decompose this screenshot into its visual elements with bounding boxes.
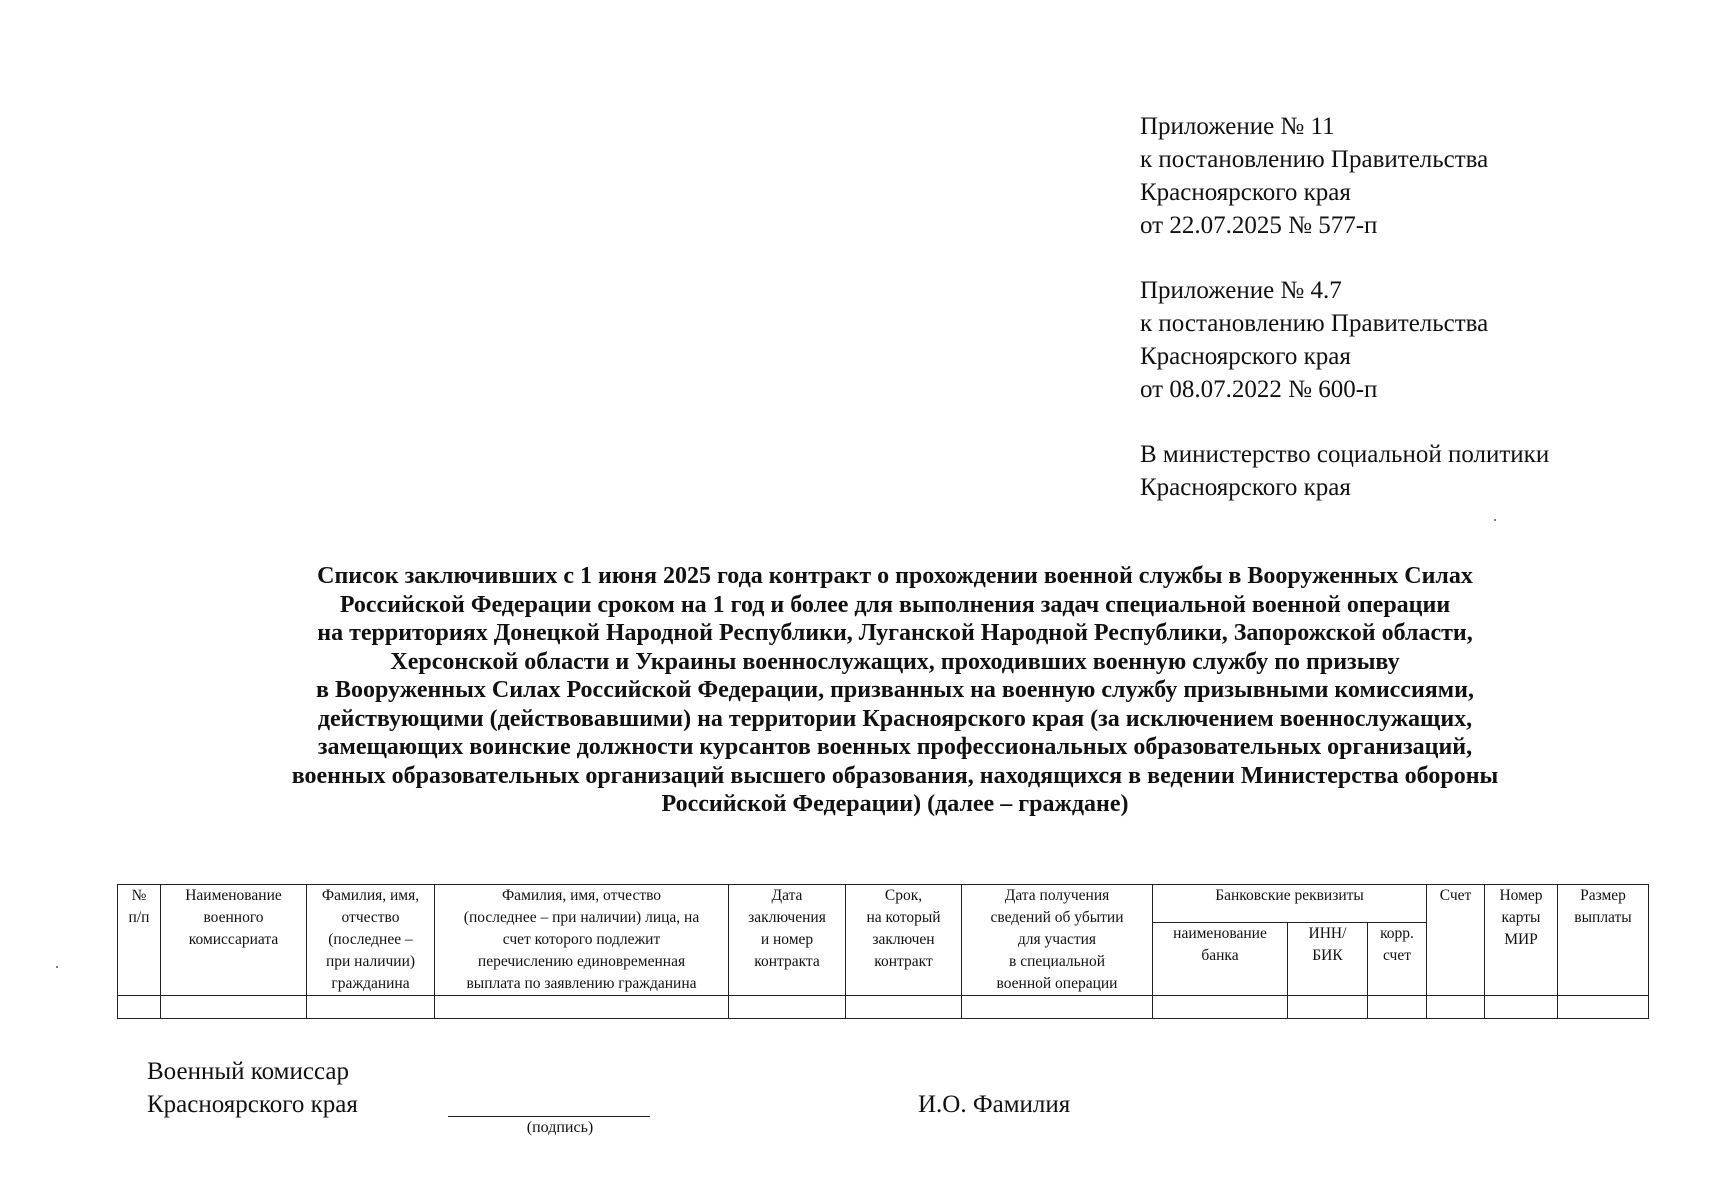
column-header-citizen-name: Фамилия, имя, отчество (последнее – при наличии) гражданина (307, 885, 435, 996)
appendix-11-line: от 22.07.2025 № 577-п (1140, 212, 1378, 239)
title-line: действующими (действовавшими) на территории Красноярского края (за исключением военнослужащих, (317, 705, 1473, 732)
table-cell (118, 996, 161, 1019)
column-header-corr-account: корр. счет (1368, 922, 1427, 995)
addressee-line: В министерство социальной политики (1140, 441, 1550, 468)
signer-position (147, 1055, 358, 1121)
table-cell (161, 996, 307, 1019)
title-line: Список заключивших с 1 июня 2025 года контракт о прохождении военной службы в Вооруженных Силах (317, 563, 1473, 589)
column-header-contract-term: Срок, на который заключен контракт (846, 885, 962, 996)
table-cell (846, 996, 962, 1019)
table-cell (729, 996, 846, 1019)
appendix-11-line: к постановлению Правительства (1140, 146, 1489, 173)
column-header-account: Счет (1427, 885, 1485, 996)
signer-name: И.О. Фамилия (918, 1091, 1071, 1118)
appendix-4-7-line: от 08.07.2022 № 600-п (1140, 376, 1378, 403)
table-cell (307, 996, 435, 1019)
table-cell (1153, 996, 1288, 1019)
column-header-mir-card: Номер карты МИР (1485, 885, 1558, 996)
appendix-4-7-line: Приложение № 4.7 (1140, 277, 1342, 304)
title-line: военных образовательных организаций высшего образования, находящихся в ведении Министерства обороны (291, 762, 1499, 789)
title-line: Российской Федерации сроком на 1 год и более для выполнения задач специальной военной операции (339, 591, 1451, 618)
document-title (150, 562, 1640, 819)
table-cell (1485, 996, 1558, 1019)
table-cell (1427, 996, 1485, 1019)
table-header-row (118, 885, 1649, 923)
column-header-info-date: Дата получения сведений об убытии для участия в специальной военной операции (962, 885, 1153, 996)
title-line: на территориях Донецкой Народной Республики, Луганской Народной Республики, Запорожской области, (317, 620, 1473, 646)
signature-line (448, 1116, 650, 1117)
addressee-block (1140, 438, 1700, 504)
title-line: Российской Федерации) (далее – граждане) (661, 791, 1129, 817)
signer-position-line: Военный комиссар (147, 1058, 349, 1085)
scan-speck (1494, 519, 1496, 521)
signature-caption: (подпись) (526, 1119, 594, 1136)
title-line: в Вооруженных Силах Российской Федерации, призванных на военную службу призывными комиссиями, (316, 677, 1474, 703)
column-header-bank-name: наименование банка (1153, 922, 1288, 995)
column-header-bank-details: Банковские реквизиты (1153, 885, 1427, 923)
signer-position-line: Красноярского края (147, 1091, 358, 1118)
title-line: Херсонской области и Украины военнослужащих, проходивших военную службу по призыву (390, 648, 1400, 675)
column-header-payee-name: Фамилия, имя, отчество (последнее – при наличии) лица, на счет которого подлежит перечислению единовременная выплата по заявлению гражданина (435, 885, 729, 996)
appendix-4-7-line: Красноярского края (1140, 343, 1351, 370)
column-header-number: № п/п (118, 885, 161, 996)
column-header-commissariat: Наименование военного комиссариата (161, 885, 307, 996)
scan-speck (56, 966, 58, 968)
appendix-4-7-line: к постановлению Правительства (1140, 310, 1489, 337)
column-header-contract-date: Дата заключения и номер контракта (729, 885, 846, 996)
column-header-inn-bik: ИНН/ БИК (1288, 922, 1368, 995)
table-cell (1288, 996, 1368, 1019)
table-cell (1368, 996, 1427, 1019)
appendix-11-header (1140, 110, 1700, 242)
appendix-4-7-header (1140, 274, 1700, 406)
table-cell (1558, 996, 1649, 1019)
appendix-11-line: Приложение № 11 (1140, 113, 1335, 140)
addressee-line: Красноярского края (1140, 474, 1351, 501)
table-cell (962, 996, 1153, 1019)
title-line: замещающих воинские должности курсантов военных профессиональных образовательных организаций, (317, 734, 1473, 760)
register-table (117, 884, 1649, 1019)
appendix-11-line: Красноярского края (1140, 179, 1351, 206)
table-row (118, 996, 1649, 1019)
column-header-payment-amount: Размер выплаты (1558, 885, 1649, 996)
table-cell (435, 996, 729, 1019)
